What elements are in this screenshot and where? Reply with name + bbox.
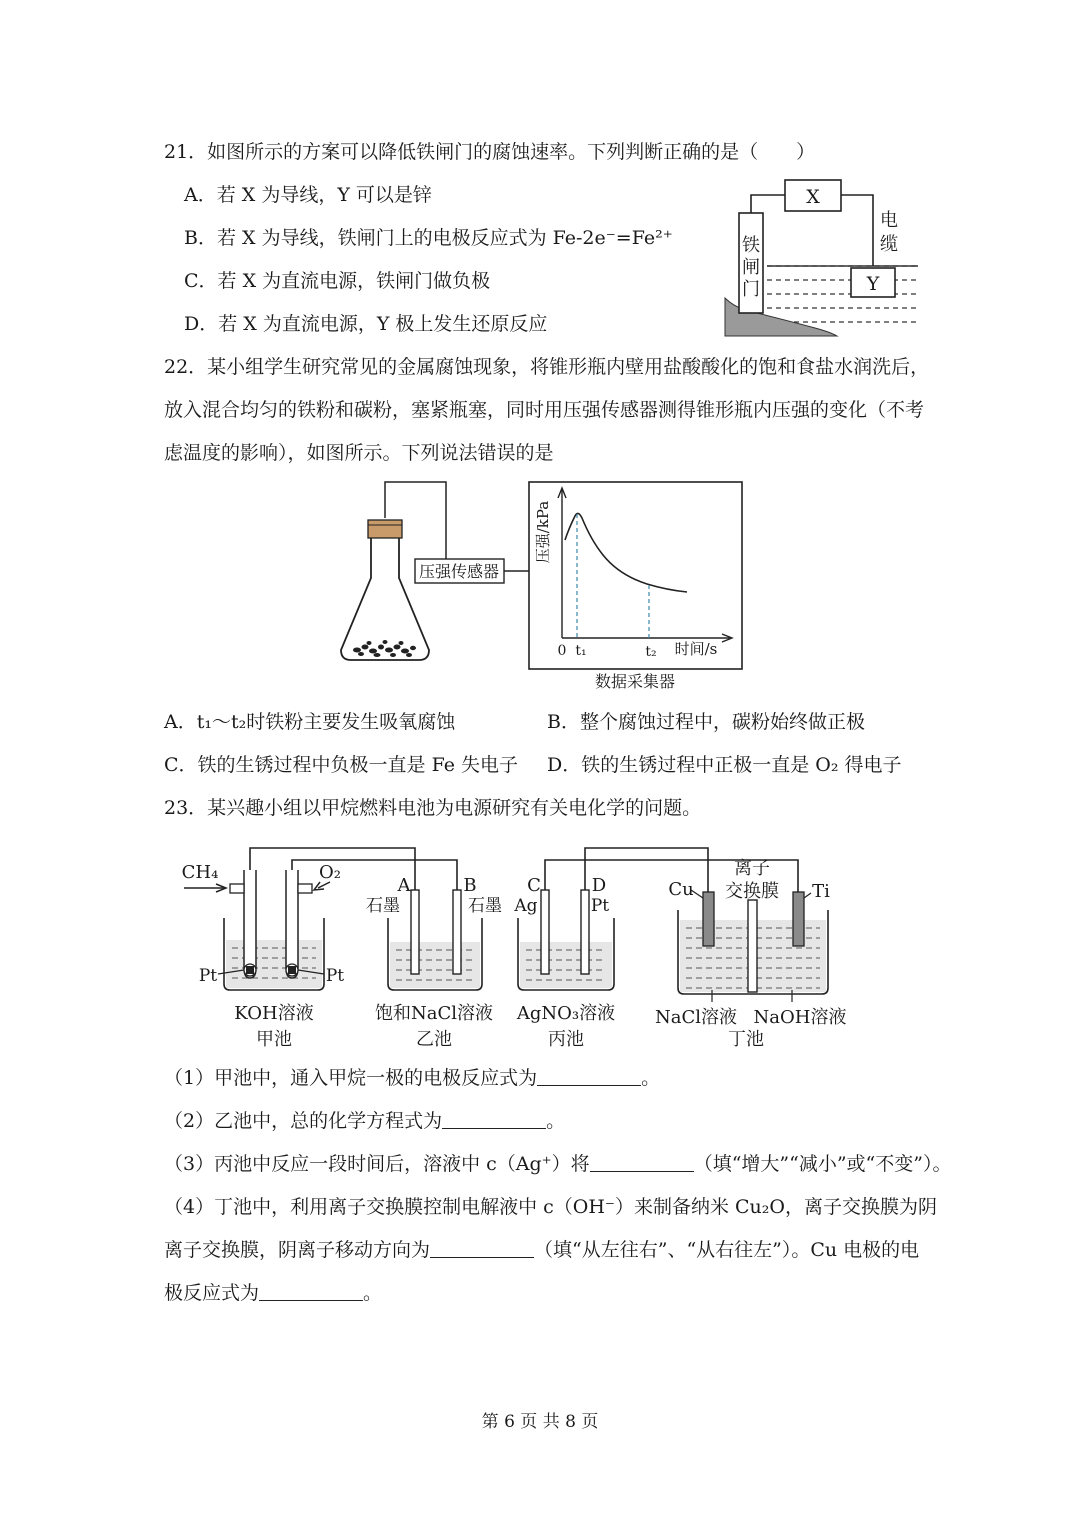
q22-option-c: C．铁的生锈过程中负极一直是 Fe 失电子 — [164, 754, 519, 776]
q23-part-1 — [164, 1066, 660, 1090]
naoh-label: NaOH溶液 — [753, 1007, 847, 1028]
q22-option-a: A．t₁～t₂时铁粉主要发生吸氧腐蚀 — [164, 711, 456, 733]
koh-label: KOH溶液 — [234, 1003, 314, 1024]
y-label: Y — [866, 273, 880, 295]
beaker-ding — [678, 892, 828, 994]
q21-stem: 21．如图所示的方案可以降低铁闸门的腐蚀速率。下列判断正确的是（ ） — [164, 141, 816, 163]
q23-part-2-end: 。 — [546, 1110, 566, 1132]
q23-part-1-text: （1）甲池中，通入甲烷一极的电极反应式为 — [164, 1067, 538, 1089]
ti-electrode — [793, 892, 804, 946]
jia-label: 甲池 — [256, 1029, 292, 1050]
q23-part-3-text: （3）丙池中反应一段时间后，溶液中 c（Ag⁺）将 — [164, 1153, 590, 1175]
nacl-saturated-label: 饱和NaCl溶液 — [374, 1003, 494, 1024]
membrane-label-1: 离子 — [734, 858, 770, 879]
q21-figure — [715, 168, 930, 343]
cable-char-2: 缆 — [880, 234, 898, 255]
answer-blank-4[interactable] — [430, 1239, 534, 1258]
stopper — [368, 520, 402, 538]
q23-part-4-text-3: 极反应式为 — [164, 1282, 260, 1304]
answer-blank-1[interactable] — [537, 1067, 641, 1086]
gate-char-2: 闸 — [742, 257, 760, 278]
q22-figure — [335, 478, 755, 698]
graphite-a-label: 石墨 — [366, 896, 400, 916]
ti-label: Ti — [812, 881, 830, 902]
q23-figure — [180, 840, 870, 1055]
q21-option-a: A．若 X 为导线，Y 可以是锌 — [184, 184, 432, 206]
membrane-label-2: 交换膜 — [725, 881, 779, 902]
q23-part-4-text-2: 离子交换膜，阴离子移动方向为 — [164, 1239, 431, 1261]
q22-stem-line-1: 22．某小组学生研究常见的金属腐蚀现象，将锥形瓶内壁用盐酸酸化的饱和食盐水润洗后， — [164, 356, 930, 378]
pt-d-label: Pt — [590, 896, 610, 916]
q23-part-4-line-3 — [164, 1281, 382, 1305]
electrode-c-label: C — [527, 875, 541, 896]
q21-option-b: B．若 X 为导线，铁闸门上的电极反应式为 Fe-2e⁻=Fe²⁺ — [184, 227, 673, 249]
pt-right-label: Pt — [325, 966, 345, 986]
q23-part-4-line-2 — [164, 1238, 919, 1262]
cu-electrode — [703, 892, 714, 946]
nacl-label: NaCl溶液 — [654, 1007, 738, 1028]
ion-exchange-membrane — [748, 900, 757, 992]
q21-option-d: D．若 X 为直流电源，Y 极上发生还原反应 — [184, 313, 548, 335]
q23-part-4-line-1: （4）丁池中，利用离子交换膜控制电解液中 c（OH⁻）来制备纳米 Cu₂O，离子交换膜为阴 — [164, 1196, 937, 1218]
o2-label: O₂ — [319, 862, 341, 883]
page-footer: 第 6 页 共 8 页 — [481, 1412, 599, 1432]
data-collector-label: 数据采集器 — [594, 672, 676, 691]
ch4-label: CH₄ — [181, 862, 219, 883]
answer-blank-5[interactable] — [259, 1282, 363, 1301]
q23-part-4-end: 。 — [363, 1282, 383, 1304]
ag-label: Ag — [514, 896, 538, 916]
q22-stem-line-3: 虑温度的影响），如图所示。下列说法错误的是 — [164, 442, 554, 464]
agno3-label: AgNO₃溶液 — [516, 1003, 616, 1024]
q21-option-c: C．若 X 为直流电源，铁闸门做负极 — [184, 270, 491, 292]
q22-option-b: B．整个腐蚀过程中，碳粉始终做正极 — [547, 711, 865, 733]
gate-char-1: 铁 — [742, 235, 760, 256]
answer-blank-2[interactable] — [442, 1110, 546, 1129]
q23-part-1-end: 。 — [641, 1067, 661, 1089]
t2-label: t₂ — [645, 644, 657, 660]
electrode-b-label: B — [463, 875, 477, 896]
graphite-b-label: 石墨 — [468, 896, 502, 916]
t1-label: t₁ — [575, 643, 587, 659]
q23-part-2 — [164, 1109, 565, 1133]
cu-label: Cu — [668, 879, 694, 900]
q23-part-4-text-2b: （填“从左往右”、“从右往左”）。Cu 电极的电 — [534, 1239, 920, 1261]
ding-label: 丁池 — [728, 1029, 764, 1050]
pt-left-label: Pt — [198, 966, 218, 986]
q23-stem: 23．某兴趣小组以甲烷燃料电池为电源研究有关电化学的问题。 — [164, 797, 702, 819]
gate-char-3: 门 — [742, 279, 760, 300]
q23-part-3 — [164, 1152, 951, 1176]
pressure-sensor-label: 压强传感器 — [418, 562, 500, 581]
electrode-a-label: A — [397, 875, 411, 896]
q22-stem-line-2: 放入混合均匀的铁粉和碳粉，塞紧瓶塞，同时用压强传感器测得锥形瓶内压强的变化（不考 — [164, 399, 925, 421]
origin-label: 0 — [557, 643, 567, 659]
answer-blank-3[interactable] — [590, 1153, 694, 1172]
bing-label: 丙池 — [548, 1029, 584, 1050]
q23-part-3-end: （填“增大”“减小”或“不变”）。 — [693, 1153, 952, 1175]
x-axis-label: 时间/s — [674, 640, 718, 658]
yi-label: 乙池 — [416, 1029, 452, 1050]
x-label: X — [806, 186, 820, 208]
q22-option-d: D．铁的生锈过程中正极一直是 O₂ 得电子 — [547, 754, 902, 776]
y-axis-label: 压强/kPa — [534, 500, 552, 564]
q23-part-2-text: （2）乙池中，总的化学方程式为 — [164, 1110, 443, 1132]
cable-char-1: 电 — [880, 210, 898, 231]
electrode-d-label: D — [591, 875, 607, 896]
